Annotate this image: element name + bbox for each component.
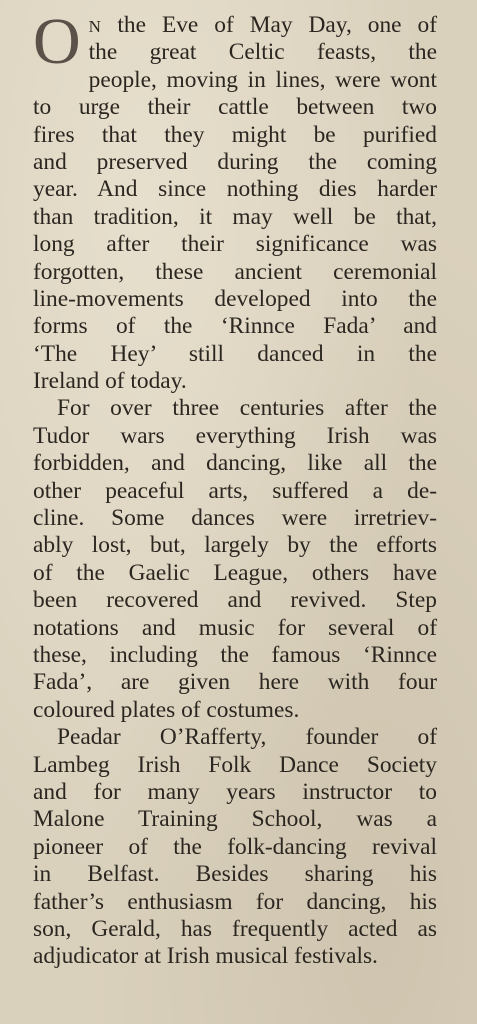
- text-line: line-movements developed into the: [33, 285, 437, 312]
- text-line: pioneer of the folk-dancing revival: [33, 833, 437, 860]
- text-line: father’s enthusiasm for dancing, his: [33, 888, 437, 915]
- small-cap-lead: N: [88, 17, 102, 36]
- text-line: ably lost, but, largely by the efforts: [33, 532, 437, 559]
- text-line: than tradition, it may well be that,: [33, 203, 437, 230]
- text-line: to urge their cattle between two: [33, 94, 437, 121]
- text-line: fires that they might be purified: [33, 121, 437, 148]
- text-line: in Belfast. Besides sharing his: [33, 861, 437, 888]
- text-line: cline. Some dances were irretriev-: [33, 505, 437, 532]
- text-line: For over three centuries after the: [57, 395, 437, 422]
- text-line: and for many years instructor to: [33, 778, 437, 805]
- text-line: forbidden, and dancing, like all the: [33, 450, 437, 477]
- text-line: N the Eve of May Day, one of: [88, 12, 437, 38]
- text-line: these, including the famous ‘Rinnce: [33, 641, 437, 668]
- text-line: coloured plates of costumes.: [33, 696, 300, 723]
- paragraph-2: [33, 395, 437, 724]
- text-line: ‘The Hey’ still danced in the: [33, 340, 437, 367]
- text-line: Fada’, are given here with four: [33, 669, 437, 696]
- text-line: Tudor wars everything Irish was: [33, 422, 437, 449]
- text-line: other peaceful arts, suffered a de-: [33, 477, 437, 504]
- text-line: Malone Training School, was a: [33, 806, 437, 833]
- text-line: of the Gaelic League, others have: [33, 559, 437, 586]
- text-line: year. And since nothing dies harder: [33, 176, 437, 203]
- text-line: adjudicator at Irish musical festivals.: [33, 943, 378, 970]
- text-line: Ireland of today.: [33, 368, 187, 395]
- text-line: Lambeg Irish Folk Dance Society: [33, 751, 437, 778]
- text-line: son, Gerald, has frequently acted as: [33, 915, 437, 942]
- text-line: people, moving in lines, were wont: [88, 66, 437, 93]
- text-line: and preserved during the coming: [33, 148, 437, 175]
- text-line: forgotten, these ancient ceremonial: [33, 258, 437, 285]
- text-line: forms of the ‘Rinnce Fada’ and: [33, 313, 437, 340]
- text-line: notations and music for several of: [33, 614, 437, 641]
- text-line: been recovered and revived. Step: [33, 587, 437, 614]
- text-line: Peadar O’Rafferty, founder of: [57, 724, 437, 751]
- paragraph-1: [33, 5, 437, 395]
- drop-cap-letter: O: [33, 5, 81, 78]
- text-line: the great Celtic feasts, the: [88, 39, 437, 66]
- paragraph-3: [33, 724, 437, 971]
- text-line: long after their significance was: [33, 231, 437, 258]
